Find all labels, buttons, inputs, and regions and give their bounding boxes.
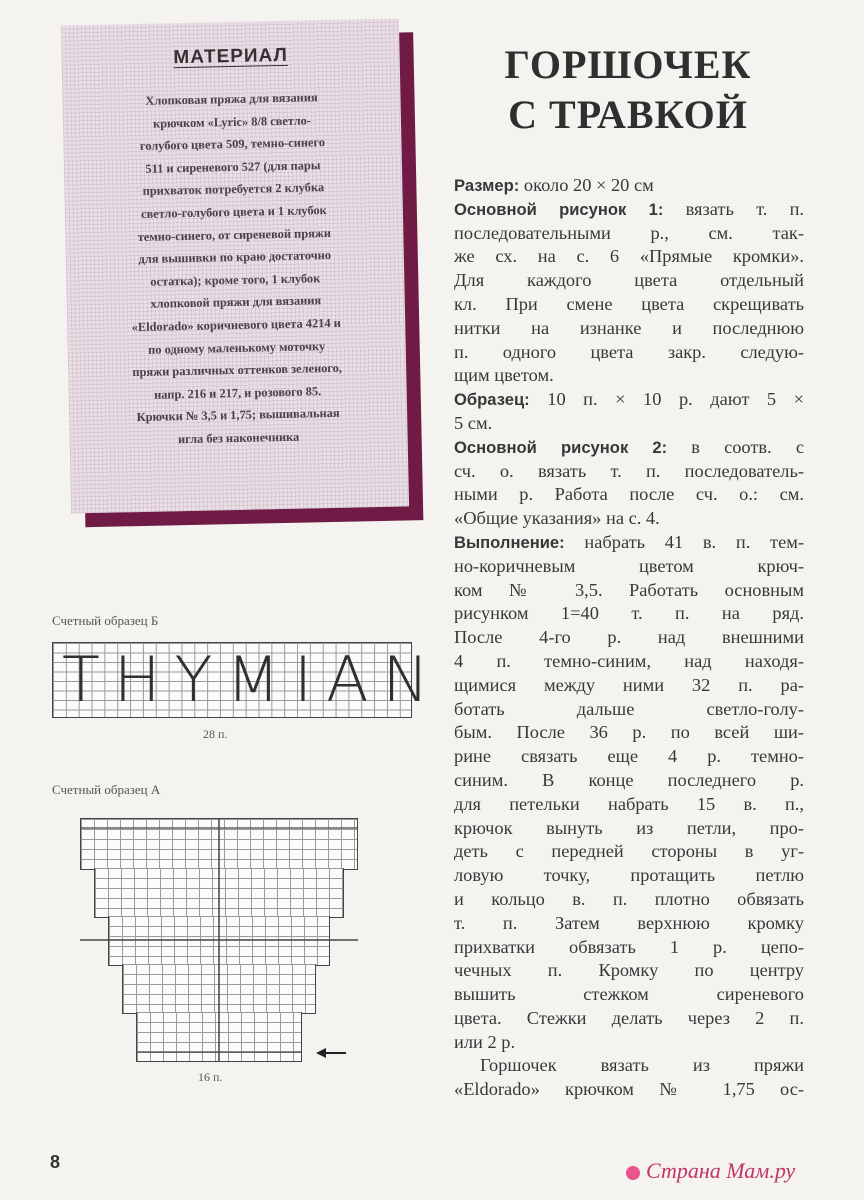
text-line: 4 п. темно-синим, над находя- (454, 650, 804, 671)
text-line: рине связать еще 4 р. темно- (454, 746, 804, 767)
material-line: голубого цвета 509, темно-синего (139, 135, 326, 154)
text-line: деть с передней стороны в уг- (454, 841, 804, 862)
pattern2-label: Основной рисунок 2: (454, 437, 668, 457)
size-text: около 20 × 20 см (519, 175, 654, 195)
material-line: игла без наконечника (177, 429, 300, 447)
chart-a-step-2 (94, 868, 344, 918)
text-line: «Eldorado» крючком № 1,75 ос- (454, 1079, 804, 1100)
instructions-text (454, 174, 804, 1102)
text-fragment: набрать 41 в. п. тем- (564, 531, 804, 552)
material-line: для вышивки по краю достаточно (138, 248, 332, 267)
chart-a-width-label: 16 п. (198, 1070, 223, 1084)
text-line: щим цветом. (454, 365, 554, 386)
text-line: «Общие указания» на с. 4. (454, 508, 660, 529)
material-line: пряжи различных оттенков зеленого, (132, 360, 343, 380)
material-title: МАТЕРИАЛ (173, 44, 289, 69)
material-line: «Eldorado» коричневого цвета 4214 и (131, 315, 341, 335)
title-line-2: С ТРАВКОЙ (508, 92, 748, 137)
text-line: или 2 р. (454, 1031, 516, 1052)
material-line: прихваток потребуется 2 клубка (142, 180, 325, 199)
material-text (76, 85, 394, 453)
text-line: ботать дальше светло-голу- (454, 698, 804, 719)
chart-a-step-4 (122, 964, 316, 1014)
material-line: темно-синего, от сиреневой пряжи (137, 225, 332, 244)
chart-a-step-5 (136, 1012, 302, 1062)
text-line: щимися между ними 32 п. ра- (454, 674, 804, 695)
text-line: крючок вынуть из петли, про- (454, 817, 804, 838)
execution-label: Выполнение: (454, 532, 565, 552)
pattern1-line (454, 198, 804, 222)
size-line (454, 174, 804, 198)
text-line: рисунком 1=40 т. п. на ряд. (454, 603, 804, 624)
sample-line (454, 388, 804, 412)
material-line: 511 и сиреневого 527 (для пары (145, 157, 321, 176)
pattern2-line (454, 436, 804, 460)
material-line: Крючки № 3,5 и 1,75; вышивальная (136, 406, 340, 425)
text-line: синим. В конце последнего р. (454, 769, 804, 790)
text-fragment: 10 п. × 10 р. дают 5 × (529, 389, 804, 410)
text-line: ловую точку, протащить петлю (454, 865, 804, 886)
text-line: же сх. на с. 6 «Прямые кромки». (454, 246, 804, 267)
material-line: Хлопковая пряжа для вязания (145, 90, 318, 108)
page-title (478, 40, 778, 140)
material-line: по одному маленькому моточку (148, 338, 326, 357)
chart-a-step-3 (108, 916, 330, 966)
text-fragment: вязать т. п. (663, 198, 805, 219)
text-line: бым. После 36 р. по всей ши- (454, 722, 804, 743)
text-line: но-коричневым цветом крюч- (454, 555, 804, 576)
text-line: вышить стежком сиреневого (454, 984, 804, 1005)
material-line: светло-голубого цвета и 1 клубок (140, 203, 327, 221)
text-line: т. п. Затем верхнюю кромку (454, 912, 804, 933)
text-line: для петельки набрать 15 в. п., (454, 793, 804, 814)
text-line: кл. При смене цвета скрещивать (454, 293, 804, 314)
page-number: 8 (50, 1152, 61, 1172)
text-line: последовательными р., см. так- (454, 222, 804, 243)
text-line: После 4-го р. над внешними (454, 627, 804, 648)
watermark-text: Страна Мам.ру (646, 1158, 796, 1183)
pattern1-label: Основной рисунок 1: (454, 199, 664, 219)
watermark (626, 1158, 795, 1184)
size-label: Размер: (454, 176, 520, 195)
material-line: напр. 216 и 217, и розового 85. (153, 383, 322, 402)
material-box (61, 19, 409, 514)
text-line: сч. о. вязать т. п. последователь- (454, 460, 804, 481)
text-line: 5 см. (454, 412, 493, 433)
text-line: ными р. Работа после сч. о.: см. (454, 484, 804, 505)
title-line-1: ГОРШОЧЕК (504, 42, 752, 87)
text-line: нитки на изнанке и последнюю (454, 317, 804, 338)
sample-label: Образец: (454, 390, 530, 410)
text-line: п. одного цвета закр. следую- (454, 341, 804, 362)
chart-a-label: Счетный образец А (52, 782, 161, 797)
text-line: цвета. Стежки делать через 2 п. (454, 1007, 804, 1028)
chart-b-label: Счетный образец Б (52, 613, 159, 628)
text-line: чечных п. Кромку по центру (454, 960, 804, 981)
material-line: хлопковой пряжи для вязания (150, 293, 322, 312)
material-line: крючком «Lyric» 8/8 светло- (152, 112, 312, 131)
chart-b-width-label: 28 п. (203, 727, 228, 741)
text-line: Для каждого цвета отдельный (454, 270, 804, 291)
chart-b-word: THYMIAN (62, 643, 443, 716)
text-line: Горшочек вязать из пряжи (480, 1055, 804, 1076)
text-line: прихватки обвязать 1 р. цепо- (454, 936, 804, 957)
material-panel (61, 19, 409, 514)
execution-line (454, 531, 804, 555)
watermark-logo-icon (626, 1166, 640, 1180)
text-line: ком № 3,5. Работать основным (454, 579, 804, 600)
text-fragment: в соотв. с (667, 436, 804, 457)
chart-a-step-1 (80, 818, 358, 870)
material-line: остатка); кроме того, 1 клубок (150, 270, 321, 289)
text-line: и кольцо в. п. плотно обвязать (454, 888, 804, 909)
